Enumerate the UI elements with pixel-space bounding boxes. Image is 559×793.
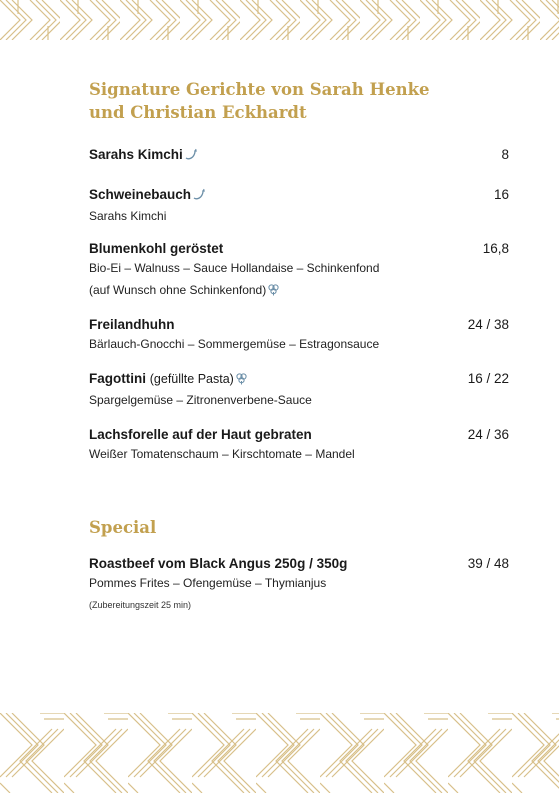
chili-icon bbox=[184, 147, 198, 166]
item-name: Sarahs Kimchi bbox=[89, 147, 183, 162]
item-name: Roastbeef vom Black Angus 250g / 350g bbox=[89, 556, 348, 571]
item-description: Spargelgemüse – Zitronenverbene-Sauce bbox=[89, 393, 312, 407]
item-price: 8 bbox=[501, 147, 509, 162]
menu-item-sarahs-kimchi bbox=[89, 146, 509, 166]
item-price: 39 / 48 bbox=[467, 556, 509, 571]
vegetarian-clover-icon bbox=[235, 372, 248, 390]
item-price: 24 / 38 bbox=[467, 317, 509, 332]
menu-content bbox=[89, 78, 509, 611]
item-description: Weißer Tomatenschaum – Kirschtomate – Mandel bbox=[89, 447, 355, 461]
menu-item-roastbeef bbox=[89, 555, 509, 611]
item-price: 16 / 22 bbox=[467, 371, 509, 386]
item-note: (gefüllte Pasta) bbox=[149, 372, 234, 386]
section-title-signature: Signature Gerichte von Sarah Henke und Christian Eckhardt bbox=[89, 80, 430, 122]
item-price: 16 bbox=[493, 187, 509, 202]
item-preparation-time: (Zubereitungszeit 25 min) bbox=[89, 600, 192, 610]
menu-item-lachsforelle bbox=[89, 426, 509, 462]
item-price: 16,8 bbox=[482, 241, 509, 256]
item-name: Fagottini bbox=[89, 371, 146, 386]
item-name: Freilandhuhn bbox=[89, 317, 175, 332]
menu-item-schweinebauch bbox=[89, 186, 509, 224]
item-description: Pommes Frites – Ofengemüse – Thymianjus bbox=[89, 576, 327, 590]
item-description: Bio-Ei – Walnuss – Sauce Hollandaise – Schinkenfond bbox=[89, 261, 380, 275]
item-name: Lachsforelle auf der Haut gebraten bbox=[89, 427, 312, 442]
decorative-pattern-bottom bbox=[0, 713, 559, 793]
decorative-pattern-top bbox=[0, 0, 559, 40]
item-name: Schweinebauch bbox=[89, 187, 192, 202]
menu-item-freilandhuhn bbox=[89, 316, 509, 352]
item-note: (auf Wunsch ohne Schinkenfond) bbox=[89, 282, 509, 300]
menu-item-fagottini bbox=[89, 370, 509, 408]
item-description: Sarahs Kimchi bbox=[89, 209, 167, 223]
vegetarian-clover-icon bbox=[267, 283, 280, 300]
chili-icon bbox=[192, 187, 206, 206]
item-description: Bärlauch-Gnocchi – Sommergemüse – Estragonsauce bbox=[89, 337, 380, 351]
item-name: Blumenkohl geröstet bbox=[89, 241, 224, 256]
menu-item-blumenkohl bbox=[89, 240, 509, 300]
section-title-special: Special bbox=[89, 518, 157, 537]
item-price: 24 / 36 bbox=[467, 427, 509, 442]
